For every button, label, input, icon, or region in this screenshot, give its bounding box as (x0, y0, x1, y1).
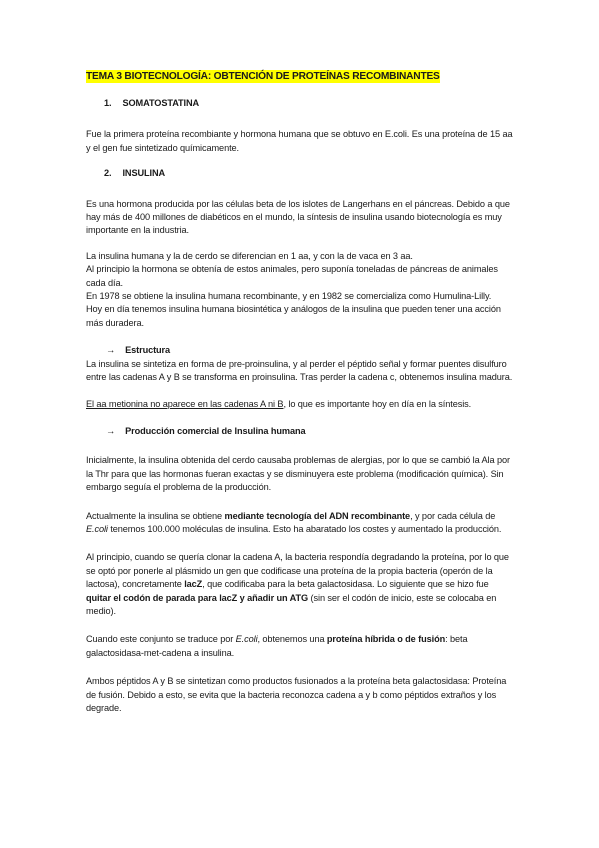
bold-text: lacZ (184, 579, 203, 590)
bold-text: quitar el codón de parada para lacZ y añadir un ATG (86, 592, 309, 603)
section-title: INSULINA (122, 168, 166, 179)
paragraph: Inicialmente, la insulina obtenida del cerdo causaba problemas de alergias, por lo que se cambió la Ala por la Thr para que las hormonas fueran exactas y se disminuyera este problema (modificación química). Sin embargo seguía el problema de la producción. (86, 455, 510, 493)
text-run: (sin ser el codón de inicio, este se colocaba en medio). (86, 592, 497, 616)
subsection-title: Producción comercial de Insulina humana (125, 425, 306, 436)
subsection-heading-produccion (106, 425, 515, 438)
section-heading-insulina (104, 167, 515, 180)
text-run: tenemos 100.000 moléculas de insulina. Esto ha abaratado los costes y aumentado la producción. (107, 523, 502, 534)
document-title: TEMA 3 BIOTECNOLOGÍA: OBTENCIÓN DE PROTEÍNAS RECOMBINANTES (86, 71, 440, 82)
paragraph: La insulina se sintetiza en forma de pre-proinsulina, y al perder el péptido señal y formar puentes disulfuro entre las cadenas A y B se transforma en proinsulina. Tras perder la cadena c, obtenemos insulina madura. (86, 358, 513, 383)
text-run: Cuando este conjunto se traduce por (86, 634, 236, 645)
text-run: , lo que es importante hoy en día en la síntesis. (283, 398, 472, 409)
paragraph (86, 398, 515, 411)
text-run: , que codificaba para la beta galactosidasa. Lo siguiente que se hizo fue (202, 579, 489, 590)
section-title: SOMATOSTATINA (122, 98, 200, 108)
section-number: 2. (104, 168, 112, 179)
arrow-right-icon: → (106, 425, 116, 436)
italic-text: E.coli (235, 634, 258, 645)
text-run: Actualmente la insulina se obtiene (86, 510, 225, 521)
bold-text: mediante tecnología del ADN recombinante (224, 510, 411, 521)
text-line: En 1978 se obtiene la insulina humana recombinante, y en 1982 se comercializa como Humulina-Lilly. (86, 291, 492, 302)
underlined-text: El aa metionina no aparece en las cadenas A ni B (86, 398, 284, 409)
text-line: Hoy en día tenemos insulina humana biosintética y análogos de la insulina que pueden tener una acción más duradera. (86, 304, 501, 328)
arrow-right-icon: → (106, 345, 116, 356)
paragraph (86, 633, 515, 660)
section-number: 1. (104, 98, 112, 108)
text-line: La insulina humana y la de cerdo se diferencian en 1 aa, y con la de vaca en 3 aa. (86, 250, 413, 261)
text-run: : beta galactosidasa-met-cadena a insulina. (86, 634, 468, 658)
paragraph (86, 551, 515, 618)
section-heading-somatostatina (104, 97, 515, 110)
italic-text: E.coli (86, 523, 108, 534)
paragraph: Es una hormona producida por las células beta de los islotes de Langerhans en el páncreas. Debido a que hay más de 400 millones de diabéticos en el mundo, la síntesis de insulina usando biotecnología es muy importante en la industria. (86, 198, 510, 236)
text-line: Al principio la hormona se obtenía de estos animales, pero suponía toneladas de páncreas de animales cada día. (86, 264, 498, 288)
paragraph: Fue la primera proteína recombiante y hormona humana que se obtuvo en E.coli. Es una proteína de 15 aa y el gen fue sintetizado químicamente. (86, 129, 513, 153)
text-run: , obtenemos una (257, 634, 327, 645)
subsection-title: Estructura (125, 345, 171, 356)
text-run: , y por cada célula de (410, 510, 496, 521)
text-run: Al principio, cuando se quería clonar la cadena A, la bacteria respondía degradando la proteína, por lo que se optó por ponerle al plásmido un gen que codificase una proteína de la propia bacteria (operón de la lactosa), concretamente (86, 552, 509, 590)
subsection-heading-estructura (106, 344, 515, 357)
paragraph: Ambos péptidos A y B se sintetizan como productos fusionados a la proteína beta galactosidasa: Proteína de fusión. Debido a esto, se evita que la bacteria reconozca cadena a y b como péptidos extraños y los degrade. (86, 676, 507, 713)
paragraph-block (86, 250, 515, 330)
paragraph (86, 510, 515, 537)
bold-text: proteína híbrida o de fusión (326, 634, 446, 645)
